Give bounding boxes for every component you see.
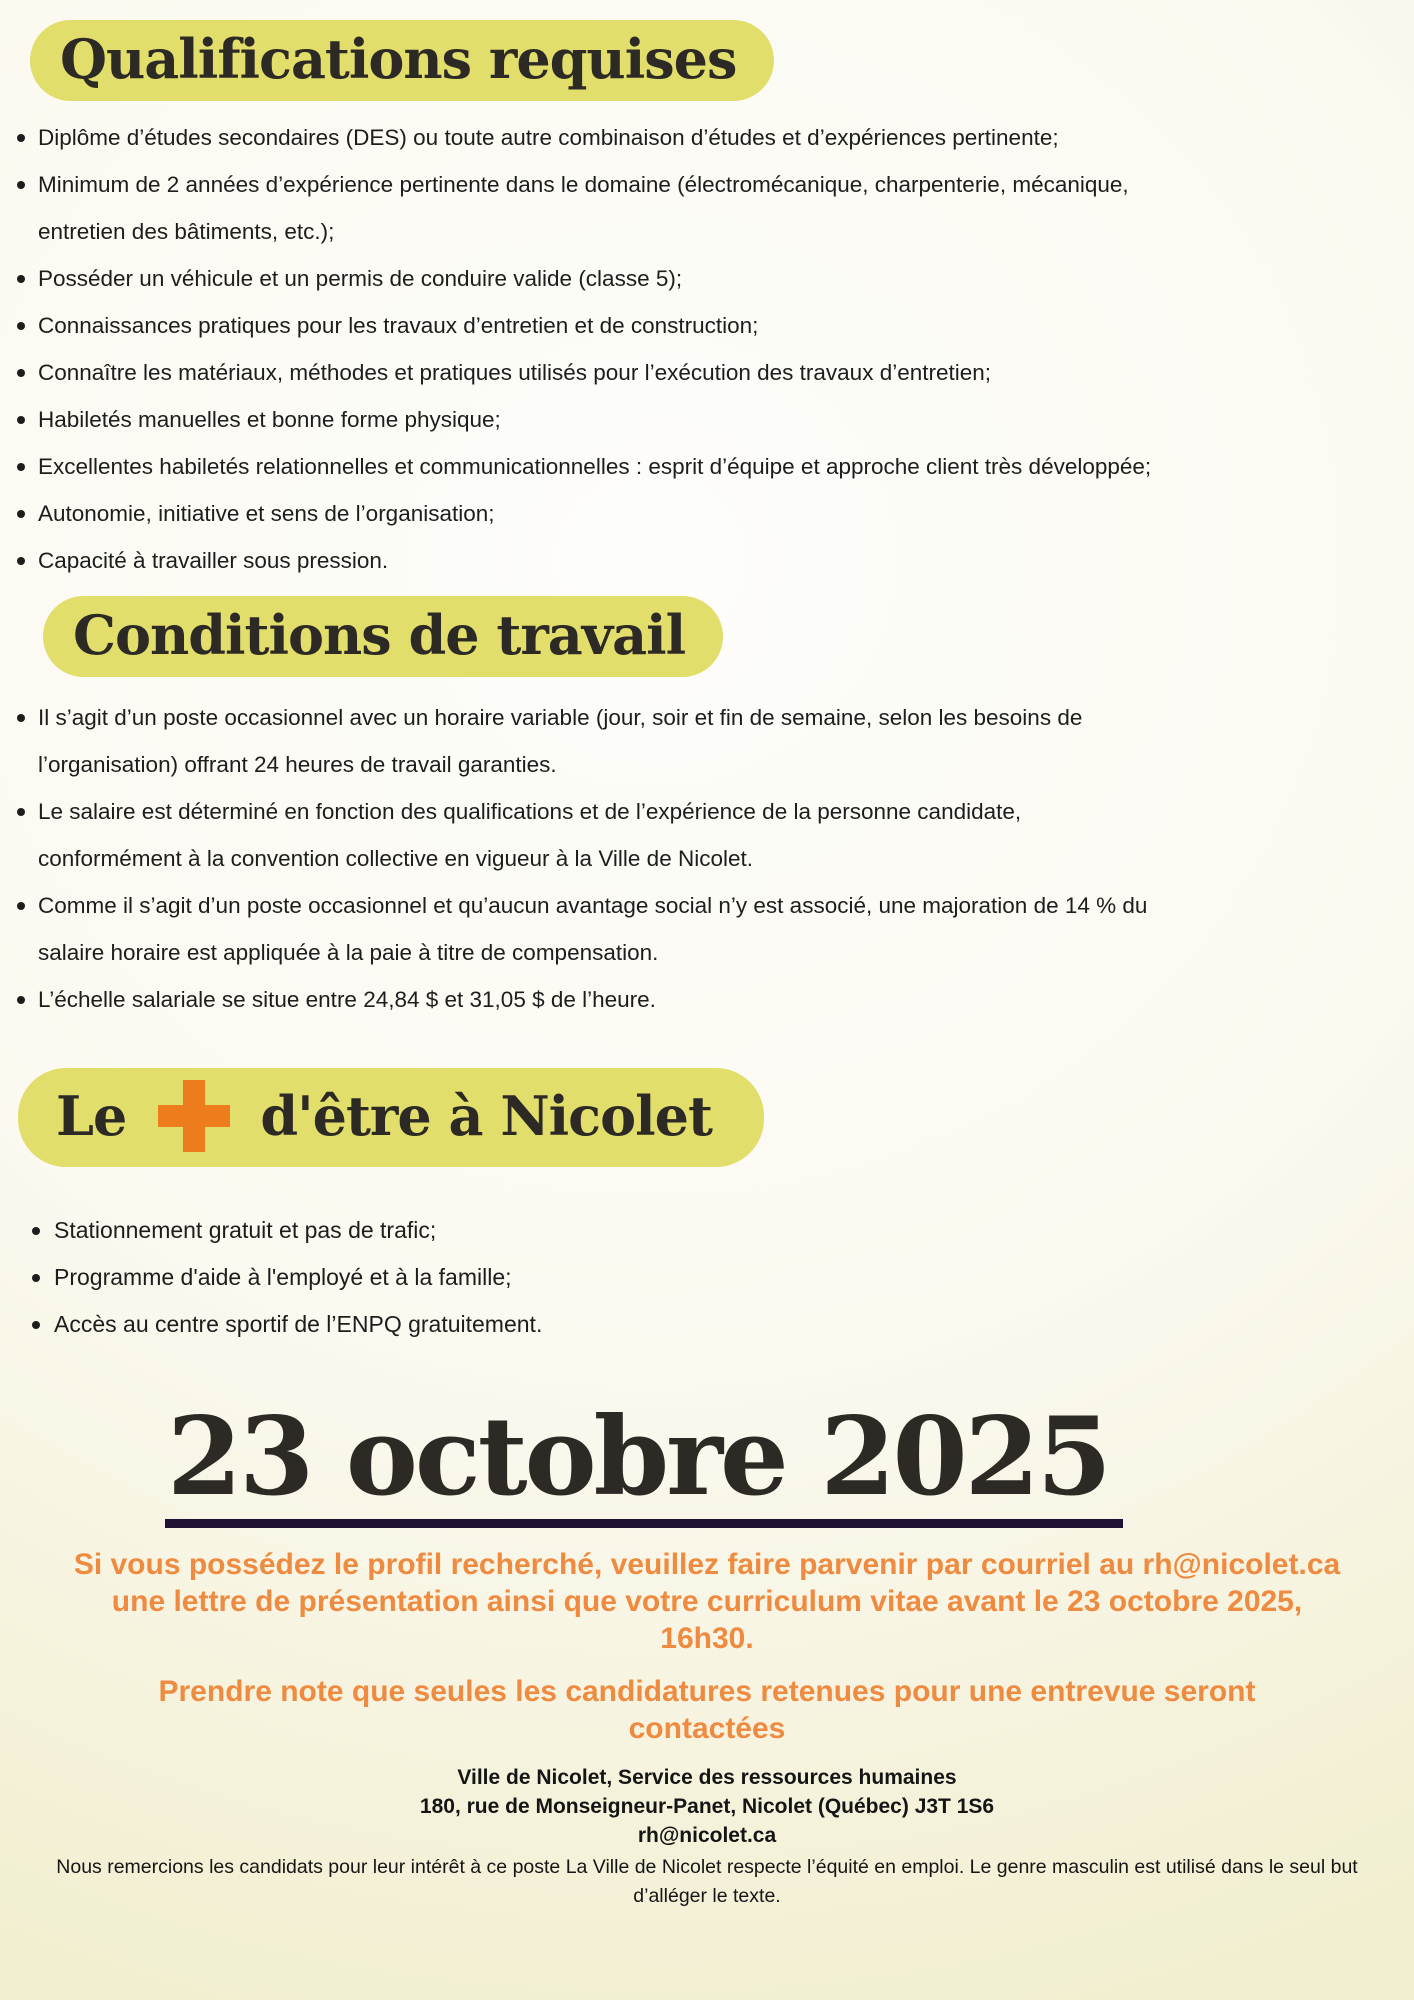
section-qualifications (0, 0, 1414, 584)
list-item (0, 255, 1158, 302)
list-item (0, 490, 1158, 537)
heading-perks-prefix: Le (56, 1084, 127, 1148)
footer-disclaimer: Nous remercions les candidats pour leur intérêt à ce poste La Ville de Nicolet respecte l’équité en emploi. Le genre masculin est utilisé dans le seul but d’alléger le texte. (56, 1856, 1358, 1907)
bullet-dot-icon (17, 134, 25, 142)
list-item (0, 537, 1158, 584)
list-item (0, 349, 1158, 396)
bullet-dot-icon (17, 181, 25, 189)
bullet-dot-icon (17, 416, 25, 424)
bullet-text: Il s’agit d’un poste occasionnel avec un horaire variable (jour, soir et fin de semaine, selon les besoins de l’organisation) offrant 24 heures de travail garanties. (38, 705, 1083, 777)
bullet-text: Diplôme d’études secondaires (DES) ou toute autre combinaison d’études et d’expériences pertinente; (38, 125, 1059, 150)
list-item (0, 114, 1158, 161)
conditions-list (0, 694, 1414, 1023)
bullet-dot-icon (17, 996, 25, 1004)
bullet-text: Le salaire est déterminé en fonction des qualifications et de l’expérience de la personne candidate, conformément à la convention collective en vigueur à la Ville de Nicolet. (38, 799, 1022, 871)
bullet-dot-icon (17, 808, 25, 816)
heading-qualifications (30, 20, 774, 101)
bullet-dot-icon (17, 557, 25, 565)
footer-organization: Ville de Nicolet, Service des ressources humaines (457, 1766, 957, 1789)
bullet-text: L’échelle salariale se situe entre 24,84 $ et 31,05 $ de l’heure. (38, 987, 656, 1012)
qualifications-list (0, 114, 1414, 584)
list-item (0, 882, 1158, 976)
bullet-text: Accès au centre sportif de l’ENPQ gratuitement. (54, 1311, 543, 1337)
bullet-text: Comme il s’agit d’un poste occasionnel et qu’aucun avantage social n’y est associé, une majoration de 14 % du salaire horaire est appliquée à la paie à titre de compensation. (38, 893, 1148, 965)
footer-address: 180, rue de Monseigneur-Panet, Nicolet (Québec) J3T 1S6 (419, 1795, 995, 1818)
list-item (0, 161, 1158, 255)
footer-email: rh@nicolet.ca (637, 1824, 777, 1847)
bullet-text: Autonomie, initiative et sens de l’organisation; (38, 501, 495, 526)
deadline-date: 23 octobre 2025 (165, 1403, 1123, 1528)
bullet-text: Connaître les matériaux, méthodes et pratiques utilisés pour l’exécution des travaux d’entretien; (38, 360, 992, 385)
bullet-dot-icon (17, 322, 25, 330)
bullet-text: Capacité à travailler sous pression. (38, 548, 389, 573)
bullet-text: Minimum de 2 années d’expérience pertinente dans le domaine (électromécanique, charpenterie, mécanique, entretien des bâtiments, etc.); (38, 172, 1129, 244)
list-item (0, 302, 1158, 349)
bullet-dot-icon (17, 714, 25, 722)
list-item (0, 443, 1158, 490)
plus-icon (158, 1080, 230, 1152)
bullet-text: Stationnement gratuit et pas de trafic; (54, 1217, 437, 1243)
bullet-dot-icon (17, 902, 25, 910)
section-conditions (0, 584, 1414, 1023)
heading-qualifications-label: Qualifications requises (60, 27, 737, 91)
bullet-dot-icon (17, 510, 25, 518)
list-item (0, 396, 1158, 443)
list-item (0, 1254, 1174, 1301)
bullet-dot-icon (32, 1227, 40, 1235)
bullet-dot-icon (17, 369, 25, 377)
list-item (0, 976, 1158, 1023)
application-note: Prendre note que seules les candidatures retenues pour une entrevue seront contactées (158, 1675, 1256, 1745)
perks-list (0, 1207, 1414, 1348)
bullet-dot-icon (32, 1321, 40, 1329)
bullet-text: Excellentes habiletés relationnelles et communicationnelles : esprit d’équipe et approche client très développée; (38, 454, 1152, 479)
list-item (0, 694, 1158, 788)
list-item (0, 1207, 1174, 1254)
bullet-text: Habiletés manuelles et bonne forme physique; (38, 407, 501, 432)
section-perks (0, 1068, 1414, 1348)
list-item (0, 788, 1158, 882)
heading-conditions (43, 596, 723, 677)
bullet-dot-icon (17, 275, 25, 283)
bullet-dot-icon (17, 463, 25, 471)
heading-conditions-label: Conditions de travail (73, 603, 686, 667)
bullet-text: Connaissances pratiques pour les travaux d’entretien et de construction; (38, 313, 759, 338)
heading-perks (18, 1068, 764, 1167)
heading-perks-suffix: d'être à Nicolet (260, 1084, 712, 1148)
bullet-text: Programme d'aide à l'employé et à la famille; (54, 1264, 512, 1290)
application-instructions: Si vous possédez le profil recherché, veuillez faire parvenir par courriel au rh@nicolet.ca une lettre de présentation ainsi que votre curriculum vitae avant le 23 octobre 2025, 16h30. (73, 1548, 1341, 1655)
list-item (0, 1301, 1174, 1348)
bullet-text: Posséder un véhicule et un permis de conduire valide (classe 5); (38, 266, 683, 291)
bullet-dot-icon (32, 1274, 40, 1282)
